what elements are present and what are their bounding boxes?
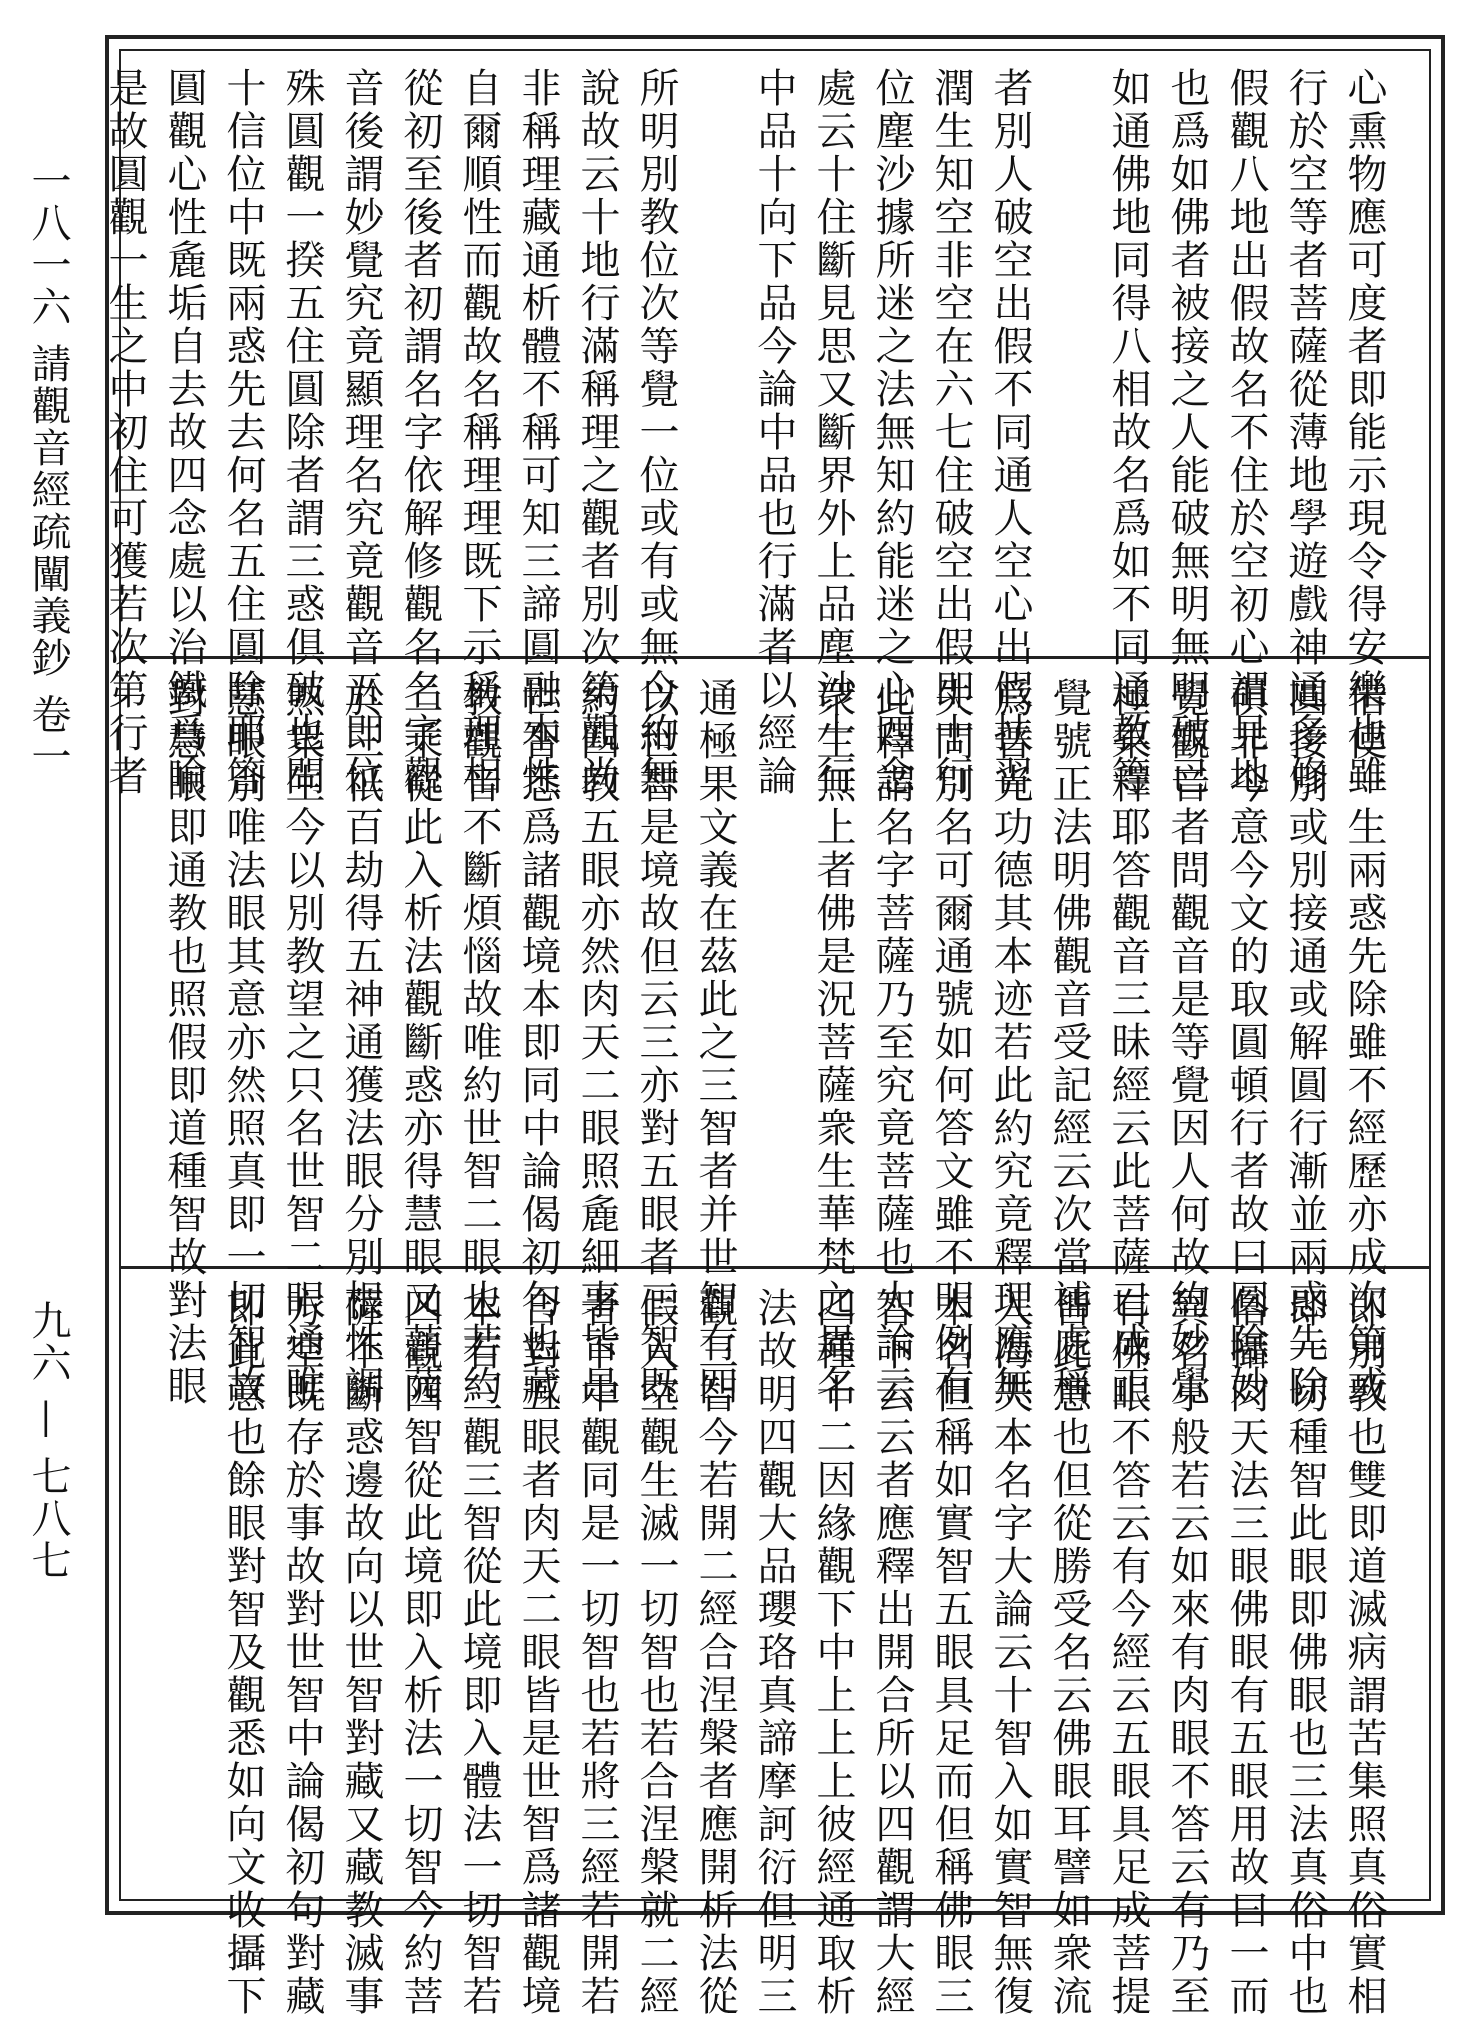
register-top [102,49,1431,798]
margin-title: 一八一六 請觀音經疏闡義鈔 卷一 [25,160,71,778]
register-bottom-text: 即別教也雙即道滅病謂苦集照真俗實相 即一切種智此眼即佛眼也三法真俗中也 俗攝肉天法三眼佛眼有五眼用故曰一而 異名小般若云如來有肉眼不答云有乃至 有佛眼不答云有今經云五眼具足成菩提 皆此意也但從勝受名云佛眼耳譬如衆流 入海失本名字大論云十智入如實智無復 本名但稱如實智五眼具足而但稱佛眼三 智下云云者應釋出開合所以四觀謂大經 四種十二因緣觀下中上上上彼經通取析 法故明四觀大品瓔珞真諦摩訶衍但明三 觀三智今若開二經合涅槃者應開析法從 假入空觀生滅一切智也若合涅槃就二經 者下中觀同是一切智也若將三經若開若 合對五眼者肉天二眼皆是世智爲諸觀境 本若三觀三智從此境即入體法一切智若 四觀四智從此境即入析法一切智今約菩 薩不斷惑邊故向以世智對藏又藏教滅事 方空既存於事故對世智中論偈初句對藏 即此意也餘眼對智及觀悉如向文收攝下 [220,1287,1387,2018]
register-middle-text: 借使一生兩惑先除雖不經歷亦成次第或 圓接別或別接通或解圓行漸並兩惑先除 俱非今意今文的取圓頓行者故曰圓除妙 覺觀音者問觀音是等覺因人何故約妙覺 極果釋耶答觀音三昧經云此菩薩已成正 覺號正法明佛觀音受記經云次當補處稱 爲普光功德其本迹若此約究竟釋理應無 失問別名可爾通號如何答文雖不明例有 此釋謂名字菩薩乃至究竟菩薩也大論云 衆生無上者佛是況菩薩衆生華梵之異名 通極果文義在茲此之三智者并世智有四 以世智是境故但云三亦對五眼者三智既 約四教五眼亦然肉天二眼照麁細事皆是 世智悉爲諸觀境本即同中論偈初句也藏 教觀音不斷煩惱故唯約世智二眼也若約 二乘從此入析法觀斷惑亦得慧眼又菩薩 於三祇百劫得五神通獲法眼分別根性調 熟衆生今以別教望之只名世智二眼通唯 慧眼別唯法眼其意亦然照真即一切智故 對慧眼即通教也照假即道種智故對法眼 [161,677,1387,1408]
register-middle [119,659,1431,1408]
page-frame [102,35,1445,2018]
register-top-text: 心熏物應可度者即能示現令得安樂也雖 行於空等者菩薩從薄地學遊戲神通多修 假觀八地出假故名不住於空初心謂見地 也爲如佛者被接之人能破無明無明破已 如通佛地同得八相故名爲如不同通教等 者別人破空出假不同通人空心出假扶習 潤生知空非空在六七住破空出假即十行 位塵沙據所迷之法無知約能迷之心四念 處云十住斷見思又斷界外上品塵沙十行 中品十向下品今論中品也行滿者以經論 所明別教位次等覺一位或有或無今約無 說故云十地行滿稱理之觀者別次第觀尚 非稱理藏通析體不稱可知三諦圓融本性 自爾順性而觀故名稱理理既下示稱理相 從初至後者初謂名字依解修觀名名字觀 音後謂妙覺究竟顯理名究竟觀音五即位 殊圓觀一揆五住圓除者謂三惑俱破也問 十信位中既兩惑先去何名五住圓除耶答 圓觀心性麁垢自去故四念處以治鐵爲喻 是故圓觀一生之中初住可獲若次第行者 [102,67,1387,798]
register-bottom [119,1269,1431,2018]
page-number: 九六 — 七八七 [25,1300,71,1582]
